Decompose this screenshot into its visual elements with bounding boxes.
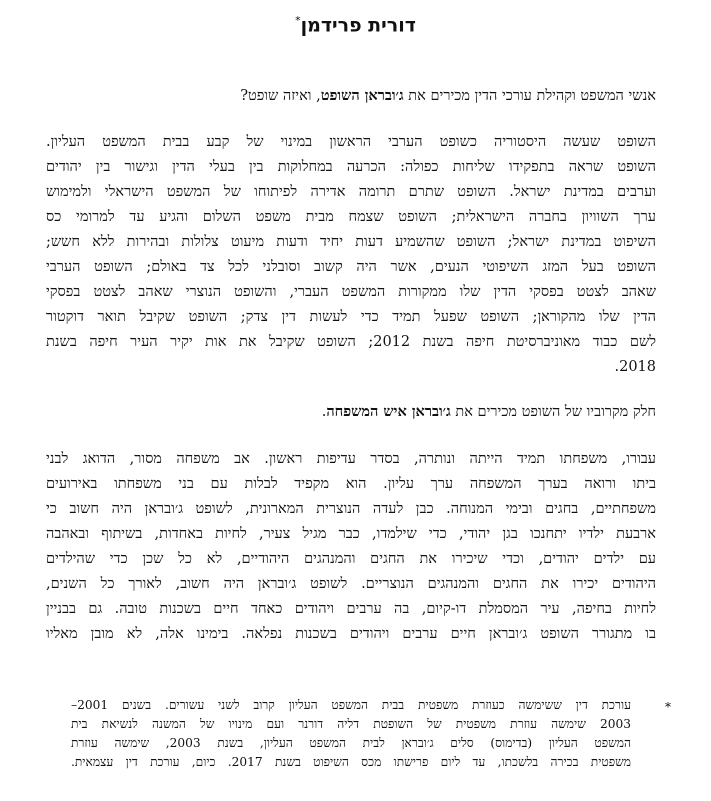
- para1-line: לשם כבוד מאוניברסיטת חיפה בשנת 2012; השופט שקיבל את אות יקיר העיר חיפה בשנת: [46, 334, 657, 350]
- family-text-end: .: [321, 404, 327, 420]
- para2-line: עבורו, משפחתו תמיד הייתה ונותרה, בסדר עדיפות ראשון. אב משפחה מסור, הדואג לבני: [46, 451, 656, 467]
- para2-line: לחיות בחיפה, עיר המסמלת דו-קיום, בה ערבים ויהודים כאחד חיים בשכנות טובה. גם בבניין: [46, 601, 656, 617]
- intro-text: אנשי המשפט וקהילת עורכי הדין מכירים את: [403, 88, 656, 104]
- family-line: [46, 402, 656, 422]
- family-text: חלק מקרוביו של השופט מכירים את: [450, 404, 656, 420]
- para2-line: ביתו ורואה בערך המשפחה ערך עליון. הוא מקפיד לבלות עם בני משפחתו באירועים: [46, 476, 656, 492]
- intro-bold-phrase: ג׳ובראן השופט: [320, 87, 404, 104]
- para1-line: השופט שעשה היסטוריה כשופט הערבי הראשון במינוי של קבע בבית המשפט העליון.: [46, 134, 656, 150]
- para1-line: 2018.: [614, 359, 656, 375]
- family-bold-phrase: ג׳ובראן איש המשפחה: [326, 403, 451, 420]
- para2-line: משפחתיים, בחגים ובימי המנוחה. כבן לעדה הנוצרית המארונית, לשופט ג׳ובראן היה חשוב כי: [46, 501, 656, 517]
- para1-line: וערבים במדינת ישראל. השופט שתרם תרומה אדירה לפיתוחו של המשפט הישראלי ולמימוש: [46, 184, 656, 200]
- intro-line: [46, 86, 656, 106]
- footnote-line: 2003 שימשה עוזרת משפטית של השופטת דליה דורנר ועם מינויו של המשנה לנשיאת בית: [71, 717, 631, 731]
- author-title: [0, 8, 711, 38]
- para1-line: השופט בעל המזג השיפוטי הנעים, אשר היה קשוב וסובלני לכל צד באולם; השופט הערבי: [46, 259, 656, 275]
- para1-line: ערך השוויון בחברה הישראלית; השופט שצמח מבית משפט השלום והגיע עד למרומי כס: [46, 209, 656, 225]
- para2-line: היהודים יכירו את החגים והמנהגים הנוצריים. לשופט ג׳ובראן היה חשוב, לאורך כל השנים,: [46, 576, 656, 592]
- footnote-reference-mark: *: [295, 14, 301, 27]
- para2-line: בו מתגורר השופט ג׳ובראן חיים ערבים ויהודים בשכנות נפלאה. בימינו אלה, לא מובן מאליו: [46, 626, 656, 642]
- para1-line: השיפוט במדינת ישראל; השופט שהשמיע דעות יחיד ודעות מיעוט צלולות ובהירות ללא חשש;: [46, 234, 656, 250]
- footnote-mark: *: [665, 700, 671, 714]
- para2-line: ארבעת ילדיו יתחנכו בגן יהודי, כדי שילמדו, כבר מגיל צעיר, לחיות באחדות, בשיתוף ובאהבה: [46, 526, 656, 542]
- para1-line: השופט שראה בתפקידו שליחות כפולה: הכרעה במחלוקות בין בעלי הדין וגישור בין יהודים: [46, 159, 656, 175]
- footnote-line: המשפט העליון (בדימוס) סלים ג׳ובראן לבית המשפט העליון, בשנת 2003, שימשה עוזרת: [71, 736, 631, 750]
- para1-line: שאהב לצטט בפסקי הדין שלו ממקורות המשפט העברי, והשופט הנוצרי שאהב לצטט בפסקי: [46, 284, 656, 300]
- para1-line: הדין שלו מהקוראן; השופט שפעל תמיד כדי לעשות דין צדק; השופט שקיבל תואר דוקטור: [46, 309, 656, 325]
- footnote-line: משפטית בכירה בלשכתו, עד ליום פרישתו מכס השיפוט בשנת 2017. כיום, עורכת דין עצמאית.: [71, 755, 631, 769]
- footnote-line: עורכת דין ששימשה כעוזרת משפטית בבית המשפט העליון קרוב לשני עשורים. בשנים 2001–: [71, 698, 631, 712]
- intro-text-end: , ואיזה שופט?: [240, 88, 321, 104]
- author-name: דורית פרידמן: [300, 14, 416, 37]
- para2-line: עם ילדים יהודים, וכדי שיכירו את החגים והמנהגים היהודיים, לא כל שכן כדי שהילדים: [46, 551, 656, 567]
